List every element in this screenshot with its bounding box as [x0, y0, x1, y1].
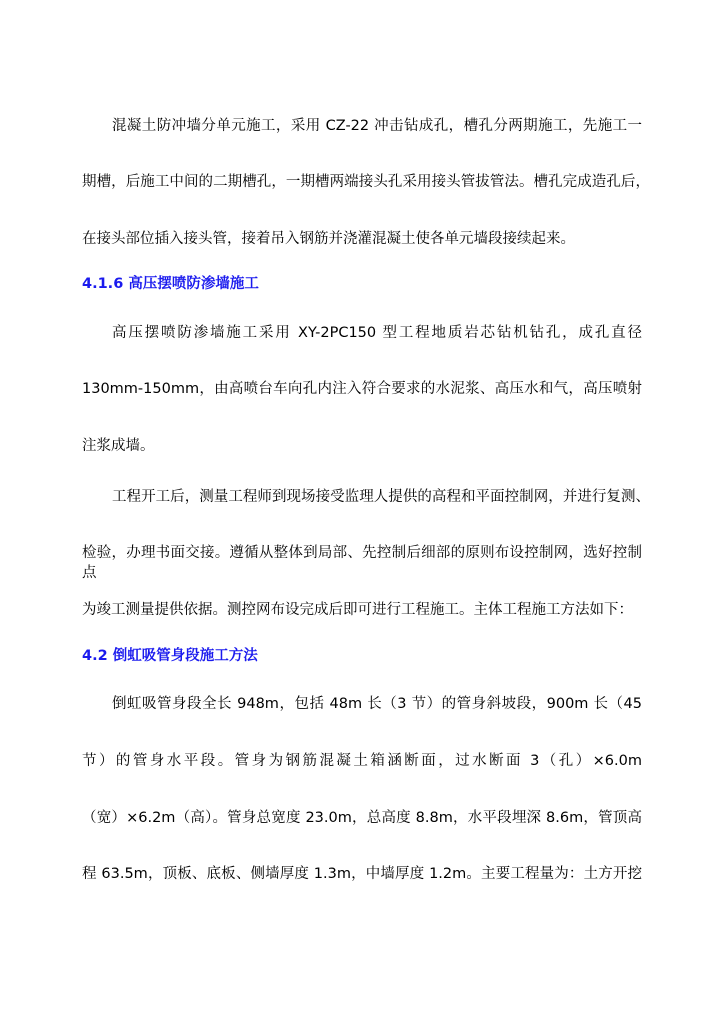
- paragraph-3-line-1: 工程开工后，测量工程师到现场接受监理人提供的高程和平面控制网，并进行复测、: [112, 489, 650, 505]
- paragraph-4-line-2: 节）的管身水平段。管身为钢筋混凝土箱涵断面，过水断面 3（孔）×6.0m: [82, 753, 642, 769]
- paragraph-4-line-4: 程 63.5m，顶板、底板、侧墙厚度 1.3m，中墙厚度 1.2m。主要工程量为：土方开挖: [82, 866, 642, 882]
- paragraph-1-line-3: 在接头部位插入接头管，接着吊入钢筋并浇灌混凝土使各单元墙段接续起来。: [82, 231, 575, 247]
- section-heading-4-1-6: 4.1.6 高压摆喷防渗墙施工: [82, 276, 259, 292]
- paragraph-1-line-1: 混凝土防冲墙分单元施工，采用 CZ-22 冲击钻成孔，槽孔分两期施工，先施工一: [112, 118, 642, 134]
- paragraph-1-line-2: 期槽，后施工中间的二期槽孔，一期槽两端接头孔采用接头管拔管法。槽孔完成造孔后，: [82, 174, 650, 190]
- paragraph-2-line-1: 高压摆喷防渗墙施工采用 XY-2PC150 型工程地质岩芯钻机钻孔，成孔直径: [112, 325, 642, 341]
- section-heading-4-2: 4.2 倒虹吸管身段施工方法: [82, 648, 258, 664]
- paragraph-2-line-2: 130mm-150mm，由高喷台车向孔内注入符合要求的水泥浆、高压水和气，高压喷射: [82, 381, 642, 397]
- paragraph-4-line-3: （宽）×6.2m（高）。管身总宽度 23.0m，总高度 8.8m，水平段埋深 8.6m，管顶高: [82, 810, 642, 826]
- paragraph-3-line-2: 检验，办理书面交接。遵循从整体到局部、先控制后细部的原则布设控制网，选好控制点: [82, 545, 642, 581]
- paragraph-4-line-1: 倒虹吸管身段全长 948m，包括 48m 长（3 节）的管身斜坡段，900m 长（45: [112, 696, 642, 712]
- paragraph-2-line-3: 注浆成墙。: [82, 438, 155, 454]
- paragraph-3-line-3: 为竣工测量提供依据。测控网布设完成后即可进行工程施工。主体工程施工方法如下：: [82, 602, 633, 618]
